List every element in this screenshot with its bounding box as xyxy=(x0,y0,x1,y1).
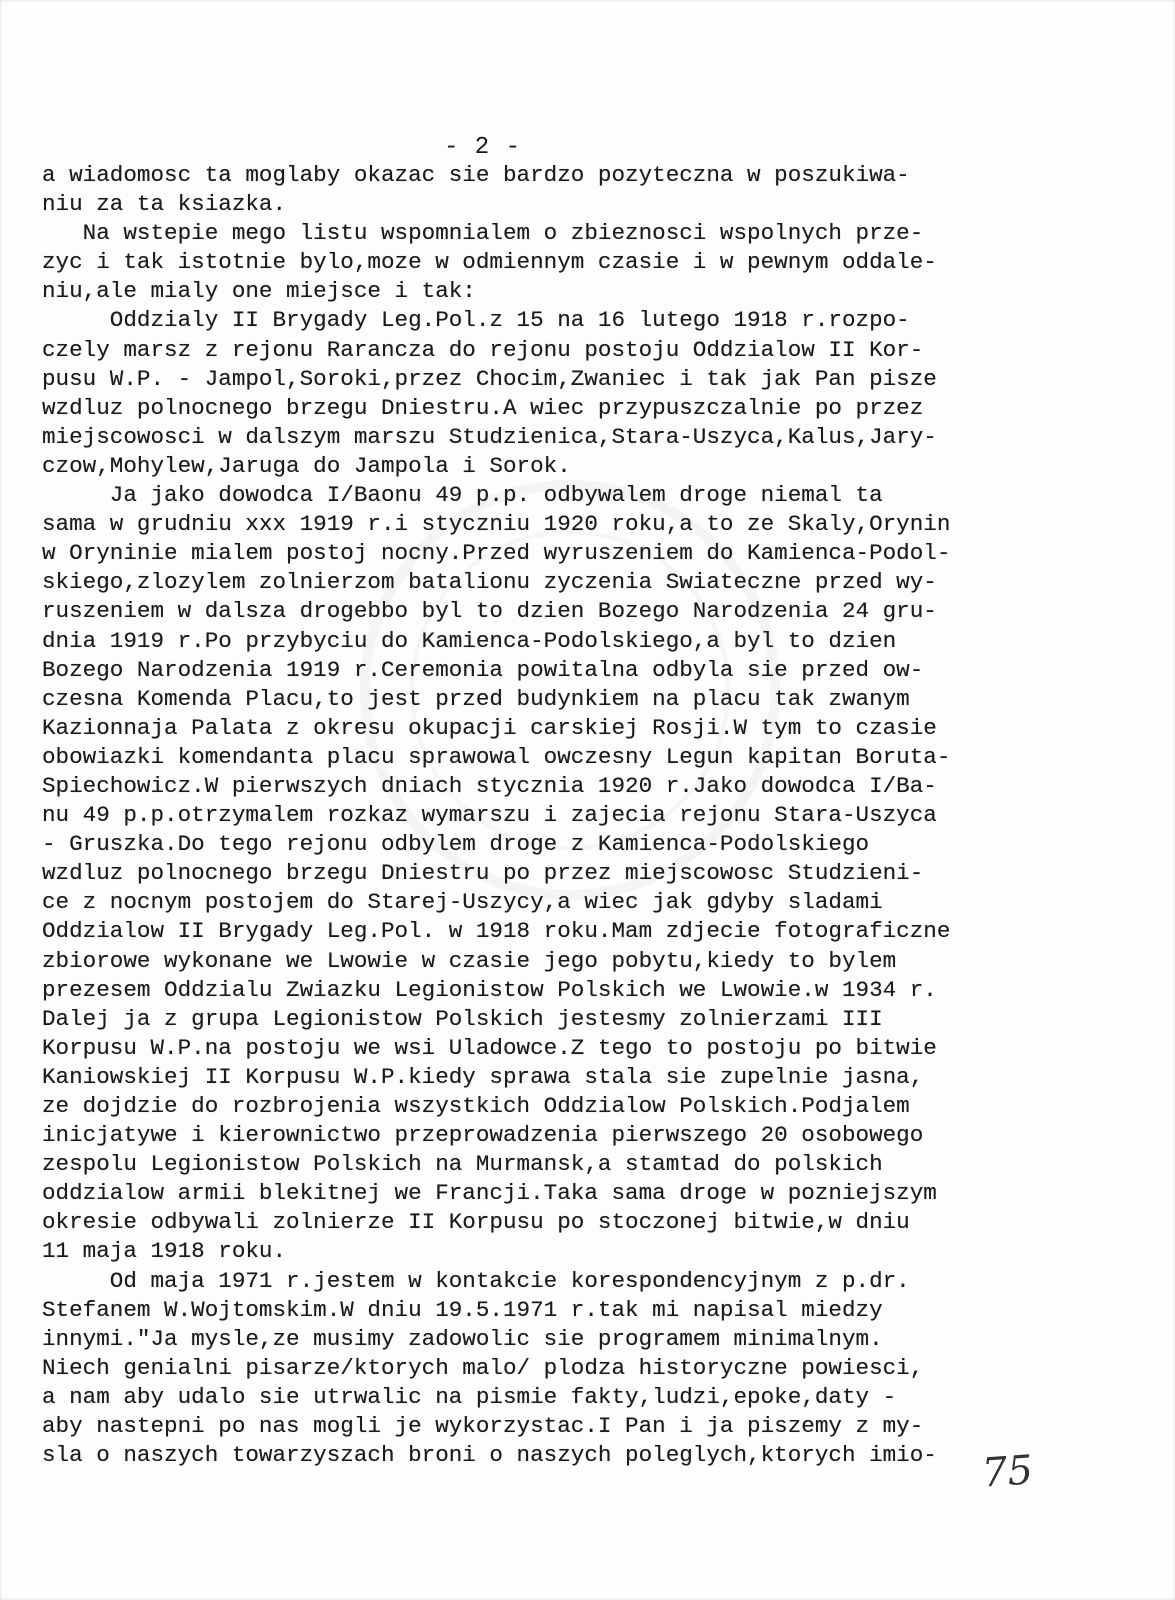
text-line: sla o naszych towarzyszach broni o naszych poleglych,ktorych imio- xyxy=(42,1442,937,1469)
text-line: zespolu Legionistow Polskich na Murmansk,a stamtad do polskich xyxy=(42,1151,883,1178)
text-line: a wiadomosc ta moglaby okazac sie bardzo pozyteczna w poszukiwa- xyxy=(42,162,910,188)
text-line: ze dojdzie do rozbrojenia wszystkich Oddzialow Polskich.Podjalem xyxy=(42,1093,910,1119)
text-line: inicjatywe i kierownictwo przeprowadzenia pierwszego 20 osobowego xyxy=(42,1122,924,1149)
text-line: okresie odbywali zolnierze II Korpusu po stoczonej bitwie,w dniu xyxy=(42,1209,910,1236)
text-line: ruszeniem w dalsza drogebbo byl to dzien Bozego Narodzenia 24 gru- xyxy=(42,598,937,625)
text-line: czely marsz z rejonu Rarancza do rejonu postoju Oddzialow II Kor- xyxy=(42,336,924,363)
page-number: - 2 - xyxy=(444,134,522,161)
text-line: niu za ta ksiazka. xyxy=(42,191,287,218)
text-line: Spiechowicz.W pierwszych dniach stycznia 1920 r.Jako dowodca I/Ba- xyxy=(42,772,937,799)
text-line: zyc i tak istotnie bylo,moze w odmiennym czasie i w pewnym oddale- xyxy=(42,249,937,276)
text-line: skiego,zlozylem zolnierzom batalionu zyczenia Swiateczne przed wy- xyxy=(42,569,937,596)
text-line: Ja jako dowodca I/Baonu 49 p.p. odbywalem droge niemal ta xyxy=(42,482,883,509)
text-line: a nam aby udalo sie utrwalic na pismie fakty,ludzi,epoke,daty - xyxy=(42,1383,897,1410)
text-line: Stefanem W.Wojtomskim.W dniu 19.5.1971 r.tak mi napisal miedzy xyxy=(42,1296,883,1323)
text-line: zbiorowe wykonane we Lwowie w czasie jego pobytu,kiedy to bylem xyxy=(42,947,897,974)
handwritten-folio-number: 75 xyxy=(980,1447,1035,1497)
text-line: oddzialow armii blekitnej we Francji.Taka sama droge w pozniejszym xyxy=(42,1180,937,1207)
text-line: nu 49 p.p.otrzymalem rozkaz wymarszu i zajecia rejonu Stara-Uszyca xyxy=(42,802,937,829)
text-line: obowiazki komendanta placu sprawowal owczesny Legun kapitan Boruta- xyxy=(42,743,951,770)
text-line: Od maja 1971 r.jestem w kontakcie korespondencyjnym z p.dr. xyxy=(42,1267,910,1294)
text-line: Oddzialy II Brygady Leg.Pol.z 15 na 16 lutego 1918 r.rozpo- xyxy=(42,307,910,334)
text-line: ce z nocnym postojem do Starej-Uszycy,a wiec jak gdyby sladami xyxy=(42,889,883,916)
text-line: Niech genialni pisarze/ktorych malo/ plodza historyczne powiesci, xyxy=(42,1354,924,1381)
text-line: niu,ale mialy one miejsce i tak: xyxy=(42,278,476,305)
text-line: czesna Komenda Placu,to jest przed budynkiem na placu tak zwanym xyxy=(42,685,910,712)
text-line: Na wstepie mego listu wspomnialem o zbieznosci wspolnych prze- xyxy=(42,220,924,247)
letter-body-text xyxy=(42,161,1142,1470)
text-line: pusu W.P. - Jampol,Soroki,przez Chocim,Zwaniec i tak jak Pan pisze xyxy=(42,365,937,392)
text-line: wzdluz polnocnego brzegu Dniestru po przez miejscowosc Studzieni- xyxy=(42,860,924,887)
text-line: 11 maja 1918 roku. xyxy=(42,1238,287,1265)
text-line: sama w grudniu xxx 1919 r.i styczniu 1920 roku,a to ze Skaly,Orynin xyxy=(42,511,951,538)
text-line: czow,Mohylew,Jaruga do Jampola i Sorok. xyxy=(42,452,571,479)
text-line: Korpusu W.P.na postoju we wsi Uladowce.Z tego to postoju po bitwie xyxy=(42,1034,937,1061)
text-line: Kazionnaja Palata z okresu okupacji carskiej Rosji.W tym to czasie xyxy=(42,714,937,741)
text-line: wzdluz polnocnego brzegu Dniestru.A wiec przypuszczalnie po przez xyxy=(42,394,924,421)
text-line: aby nastepni po nas mogli je wykorzystac.I Pan i ja piszemy z my- xyxy=(42,1413,924,1440)
text-line: innymi."Ja mysle,ze musimy zadowolic sie programem minimalnym. xyxy=(42,1325,883,1352)
text-line: dnia 1919 r.Po przybyciu do Kamienca-Podolskiego,a byl to dzien xyxy=(42,627,897,654)
text-line: w Oryninie mialem postoj nocny.Przed wyruszeniem do Kamienca-Podol- xyxy=(42,540,951,567)
text-line: miejscowosci w dalszym marszu Studzienica,Stara-Uszyca,Kalus,Jary- xyxy=(42,423,937,450)
text-line: prezesem Oddzialu Zwiazku Legionistow Polskich we Lwowie.w 1934 r. xyxy=(42,976,937,1003)
text-line: Kaniowskiej II Korpusu W.P.kiedy sprawa stala sie zupelnie jasna, xyxy=(42,1063,924,1090)
text-line: Oddzialow II Brygady Leg.Pol. w 1918 roku.Mam zdjecie fotograficzne xyxy=(42,918,951,945)
text-line: - Gruszka.Do tego rejonu odbylem droge z Kamienca-Podolskiego xyxy=(42,831,870,858)
text-line: Dalej ja z grupa Legionistow Polskich jestesmy zolnierzami III xyxy=(42,1005,883,1032)
text-line: Bozego Narodzenia 1919 r.Ceremonia powitalna odbyla sie przed ow- xyxy=(42,656,924,683)
